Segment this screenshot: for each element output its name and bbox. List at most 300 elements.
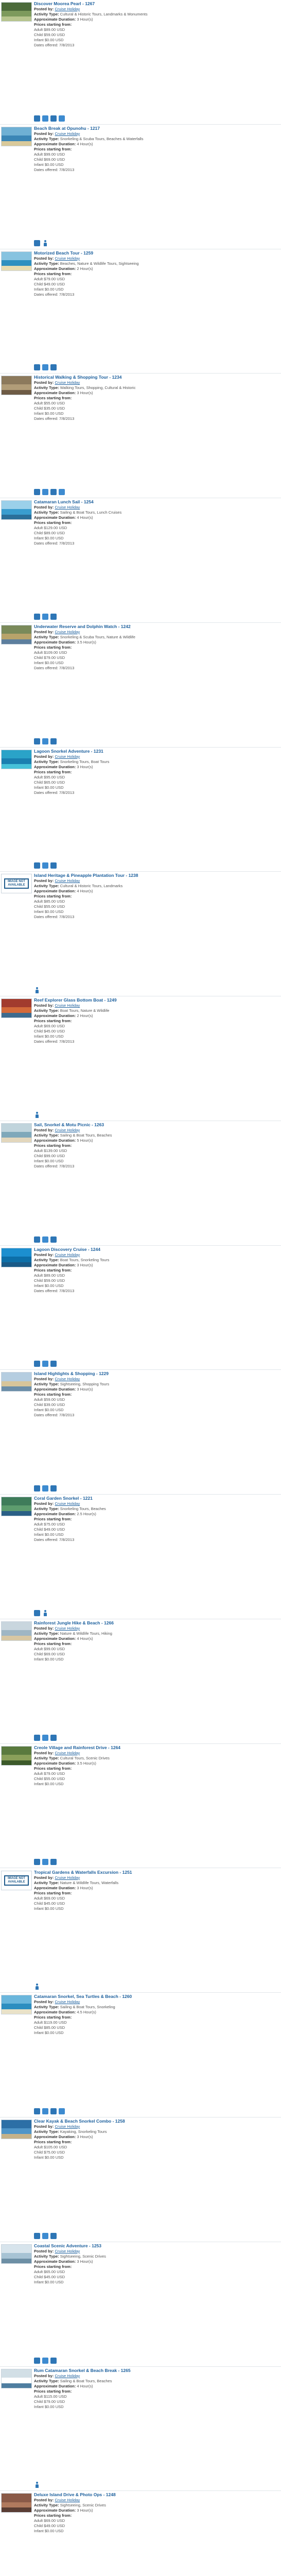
activity-feature-icon <box>50 2358 57 2364</box>
posted-by <box>34 754 276 759</box>
thumbnail-photo-band <box>2 639 31 644</box>
tour-info <box>34 1122 276 1169</box>
activity-type-value: Nature & Wildlife Tours, Hiking <box>60 1631 112 1636</box>
tour-thumbnail[interactable] <box>1 1123 32 1143</box>
tour-title-link[interactable]: Coastal Scenic Adventure - 1253 <box>34 2243 102 2248</box>
activity-type-value: Boat Tours, Snorkeling Tours <box>60 1257 110 1262</box>
approximate-duration-value: 4 Hour(s) <box>77 889 93 894</box>
tour-info <box>34 1496 276 1543</box>
thumbnail-photo-band <box>2 1257 31 1262</box>
dates-offered <box>34 167 276 173</box>
tour-thumbnail[interactable] <box>1 1871 32 1890</box>
posted-by-value[interactable]: Cruise Holiday <box>55 629 80 634</box>
thumbnail-photo-band <box>2 1138 31 1142</box>
approximate-duration <box>34 1512 276 1517</box>
price-child <box>34 2275 276 2280</box>
thumbnail-photo-band <box>2 1760 31 1765</box>
activity-feature-icon <box>50 2108 57 2114</box>
thumbnail-photo-band <box>2 1132 31 1138</box>
activity-type <box>34 261 276 266</box>
activity-type-label: Activity Type: <box>34 1880 59 1885</box>
price-adult <box>34 775 276 780</box>
activity-type <box>34 2254 276 2259</box>
price-child <box>34 157 276 162</box>
tour-title-link[interactable]: Reef Explorer Glass Bottom Boat - 1249 <box>34 997 117 1003</box>
approximate-duration-value: 4 Hour(s) <box>77 515 93 520</box>
thumbnail-photo-band <box>2 141 31 146</box>
dates-offered <box>34 1289 276 1294</box>
tour-title-link[interactable]: Rum Catamaran Snorkel & Beach Break - 1265 <box>34 2367 131 2373</box>
posted-by-label: Posted by: <box>34 2498 54 2503</box>
thumbnail-photo-band <box>2 2507 31 2512</box>
tour-thumbnail[interactable] <box>1 251 32 271</box>
prices-heading-label: Prices starting from: <box>34 1019 72 1024</box>
dates-offered-value: Dates offered: 7/8/2013 <box>34 416 75 421</box>
price-infant <box>34 1782 276 1787</box>
tour-title-link[interactable]: Island Heritage & Pineapple Plantation Tour - 1238 <box>34 873 138 878</box>
activity-feature-icon <box>42 1485 48 1492</box>
approximate-duration <box>34 391 276 396</box>
activity-feature-icon <box>34 2358 40 2364</box>
activity-type-value: Sightseeing, Scenic Drives <box>60 2503 106 2508</box>
tour-feature-icons <box>34 862 59 870</box>
thumbnail-photo-band <box>2 3 31 11</box>
tour-title-link[interactable]: Beach Break at Opunohu - 1217 <box>34 125 100 131</box>
activity-feature-icon <box>34 1859 40 1865</box>
approximate-duration-label: Approximate Duration: <box>34 1885 76 1890</box>
tour-title-link[interactable]: Tropical Gardens & Waterfalls Excursion - 1251 <box>34 1869 132 1875</box>
price-adult-value: Adult $119.00 USD <box>34 2020 67 2025</box>
thumbnail-photo-band <box>2 260 31 266</box>
dates-offered <box>34 43 276 48</box>
tour-thumbnail[interactable] <box>1 874 32 893</box>
approximate-duration-label: Approximate Duration: <box>34 1262 76 1267</box>
tour-thumbnail[interactable] <box>1 625 32 645</box>
prices-heading <box>34 2264 276 2269</box>
posted-by-value[interactable]: Cruise Holiday <box>55 2373 80 2378</box>
tour-thumbnail[interactable] <box>1 1497 32 1516</box>
tour-title-link[interactable]: Motorized Beach Tour - 1259 <box>34 250 94 256</box>
posted-by <box>34 1999 276 2005</box>
price-infant-value: Infant $0.00 USD <box>34 909 64 914</box>
activity-feature-icon <box>34 2233 40 2239</box>
activity-type-label: Activity Type: <box>34 136 59 141</box>
dates-offered-value: Dates offered: 7/8/2013 <box>34 665 75 670</box>
posted-by-value[interactable]: Cruise Holiday <box>55 2124 80 2129</box>
tour-feature-icons <box>34 1236 59 1244</box>
price-child-value: Child $65.00 USD <box>34 779 65 785</box>
tour-title-link[interactable]: Discover Moorea Pearl - 1267 <box>34 1 95 6</box>
tour-feature-icons <box>34 2482 42 2489</box>
prices-heading-label: Prices starting from: <box>34 22 72 27</box>
tour-info <box>34 499 276 546</box>
price-child <box>34 1776 276 1782</box>
posted-by-label: Posted by: <box>34 2248 54 2253</box>
approximate-duration <box>34 2259 276 2264</box>
tour-list-item <box>0 2491 281 2576</box>
price-child <box>34 1278 276 1283</box>
tour-list-item <box>0 2367 281 2492</box>
activity-type <box>34 1756 276 1761</box>
price-child-value: Child $99.00 USD <box>34 1153 65 1158</box>
thumbnail-photo-band <box>2 1381 31 1387</box>
tour-title-link[interactable]: Deluxe Island Drive & Photo Ops - 1248 <box>34 2492 116 2498</box>
posted-by-label: Posted by: <box>34 1377 54 1382</box>
prices-heading-label: Prices starting from: <box>34 1267 72 1273</box>
thumbnail-photo-band <box>2 384 31 390</box>
posted-by <box>34 1128 276 1133</box>
price-adult-value: Adult $55.00 USD <box>34 401 65 406</box>
posted-by <box>34 1377 276 1382</box>
tour-title-link[interactable]: Underwater Reserve and Dolphin Watch - 1242 <box>34 623 131 629</box>
posted-by-value[interactable]: Cruise Holiday <box>55 505 80 510</box>
activity-type <box>34 12 276 17</box>
thumbnail-photo-band <box>2 2378 31 2383</box>
posted-by-value[interactable]: Cruise Holiday <box>55 256 80 261</box>
tour-thumbnail[interactable] <box>1 2369 32 2388</box>
approximate-duration-value: 2.5 Hour(s) <box>77 1512 96 1517</box>
prices-heading <box>34 1392 276 1397</box>
posted-by <box>34 380 276 385</box>
posted-by-value[interactable]: Cruise Holiday <box>55 2498 80 2503</box>
approximate-duration-value: 3 Hour(s) <box>77 1387 93 1392</box>
posted-by-value[interactable]: Cruise Holiday <box>55 1999 80 2005</box>
activity-type-value: Cultural & Historic Tours, Landmarks <box>60 884 123 889</box>
posted-by-value[interactable]: Cruise Holiday <box>55 1625 80 1631</box>
activity-type <box>34 1506 276 1512</box>
approximate-duration-label: Approximate Duration: <box>34 515 76 520</box>
tour-title-link[interactable]: Lagoon Snorkel Adventure - 1231 <box>34 748 103 754</box>
price-child <box>34 655 276 660</box>
tour-thumbnail[interactable] <box>1 1995 32 2014</box>
activity-type-label: Activity Type: <box>34 1631 59 1636</box>
price-infant <box>34 1159 276 1164</box>
approximate-duration-value: 3 Hour(s) <box>77 764 93 769</box>
thumbnail-photo-band <box>2 1995 31 2004</box>
tour-info <box>34 126 276 173</box>
price-child <box>34 904 276 909</box>
activity-feature-icon <box>42 1236 48 1243</box>
tour-info <box>34 375 276 421</box>
approximate-duration <box>34 1013 276 1019</box>
tour-thumbnail[interactable] <box>1 2493 32 2513</box>
prices-heading-label: Prices starting from: <box>34 146 72 151</box>
price-child-value: Child $45.00 USD <box>34 2274 65 2279</box>
posted-by-value[interactable]: Cruise Holiday <box>55 1003 80 1008</box>
tour-info <box>34 250 276 297</box>
approximate-duration <box>34 640 276 645</box>
price-child <box>34 282 276 287</box>
price-child-value: Child $55.00 USD <box>34 904 65 909</box>
tour-thumbnail[interactable] <box>1 1621 32 1641</box>
posted-by <box>34 1501 276 1506</box>
dates-offered-value: Dates offered: 7/8/2013 <box>34 541 75 546</box>
tour-title-link[interactable]: Sail, Snorkel & Motu Picnic - 1263 <box>34 1122 104 1127</box>
posted-by-label: Posted by: <box>34 1750 54 1755</box>
prices-heading-label: Prices starting from: <box>34 1517 72 1522</box>
approximate-duration <box>34 142 276 147</box>
price-infant-value: Infant $0.00 USD <box>34 1034 64 1039</box>
approximate-duration-label: Approximate Duration: <box>34 2259 76 2264</box>
approximate-duration <box>34 2384 276 2389</box>
price-child <box>34 1154 276 1159</box>
tour-info <box>34 1994 276 2036</box>
thumbnail-photo-band <box>2 252 31 260</box>
prices-heading <box>34 1891 276 1896</box>
price-infant-value: Infant $0.00 USD <box>34 2529 64 2534</box>
price-child <box>34 531 276 536</box>
activity-feature-icon <box>34 862 40 869</box>
approximate-duration-label: Approximate Duration: <box>34 2508 76 2513</box>
price-infant-value: Infant $0.00 USD <box>34 2155 64 2160</box>
tour-thumbnail[interactable] <box>1 2 32 22</box>
posted-by-value[interactable]: Cruise Holiday <box>55 1875 80 1880</box>
tour-thumbnail[interactable] <box>1 1746 32 1766</box>
approximate-duration-value: 3 Hour(s) <box>77 391 93 396</box>
tour-list-item <box>0 249 281 374</box>
price-child-value: Child $69.00 USD <box>34 1651 65 1656</box>
thumbnail-photo-band <box>2 634 31 639</box>
thumbnail-photo-band <box>2 376 31 384</box>
tour-title-link[interactable]: Historical Walking & Shopping Tour - 1234 <box>34 375 122 380</box>
posted-by-value[interactable]: Cruise Holiday <box>55 1252 80 1257</box>
tour-title-link[interactable]: Rainforest Jungle Hike & Beach - 1266 <box>34 1620 114 1625</box>
approximate-duration-label: Approximate Duration: <box>34 1512 76 1517</box>
price-infant-value: Infant $0.00 USD <box>34 1158 64 1163</box>
dates-offered <box>34 541 276 546</box>
activity-type-value: Snorkeling & Scuba Tours, Beaches & Waterfalls <box>60 136 144 141</box>
posted-by-label: Posted by: <box>34 1625 54 1631</box>
prices-heading-label: Prices starting from: <box>34 2264 72 2269</box>
tour-thumbnail[interactable] <box>1 500 32 520</box>
dates-offered-value: Dates offered: 7/8/2013 <box>34 43 75 47</box>
tour-info <box>34 2119 276 2160</box>
tour-info <box>34 2492 276 2534</box>
posted-by-value[interactable]: Cruise Holiday <box>55 7 80 11</box>
price-child <box>34 32 276 38</box>
price-child <box>34 406 276 411</box>
price-infant <box>34 2155 276 2160</box>
approximate-duration-value: 2 Hour(s) <box>77 266 93 271</box>
prices-heading-label: Prices starting from: <box>34 1143 72 1148</box>
prices-heading-label: Prices starting from: <box>34 520 72 526</box>
activity-feature-icon <box>50 738 57 744</box>
tour-title-link[interactable]: Creole Village and Rainforest Drive - 1264 <box>34 1744 121 1750</box>
person-icon <box>42 240 48 246</box>
approximate-duration <box>34 889 276 894</box>
price-child-value: Child $35.00 USD <box>34 406 65 411</box>
posted-by-label: Posted by: <box>34 1252 54 1257</box>
price-adult <box>34 27 276 32</box>
activity-feature-icon <box>34 1236 40 1243</box>
posted-by-value[interactable]: Cruise Holiday <box>55 754 80 759</box>
posted-by-value[interactable]: Cruise Holiday <box>55 380 80 385</box>
tour-feature-icons <box>34 1859 59 1866</box>
price-infant <box>34 1283 276 1289</box>
price-child <box>34 2025 276 2030</box>
activity-type-label: Activity Type: <box>34 510 59 515</box>
posted-by <box>34 2249 276 2254</box>
thumbnail-photo-band <box>2 390 31 395</box>
thumbnail-photo-band <box>2 2134 31 2139</box>
tour-title-link[interactable]: Coral Garden Snorkel - 1221 <box>34 1496 93 1501</box>
approximate-duration-label: Approximate Duration: <box>34 266 76 271</box>
posted-by <box>34 1003 276 1008</box>
tour-title-link[interactable]: Clear Kayak & Beach Snorkel Combo - 1258 <box>34 2119 125 2124</box>
thumbnail-photo-band <box>2 2259 31 2263</box>
tour-feature-icons <box>34 1610 50 1617</box>
prices-heading-label: Prices starting from: <box>34 894 72 899</box>
prices-heading <box>34 147 276 152</box>
activity-feature-icon <box>42 2233 48 2239</box>
thumbnail-photo-band <box>2 1622 31 1630</box>
approximate-duration-label: Approximate Duration: <box>34 1387 76 1392</box>
tour-list-item <box>0 2117 281 2242</box>
approximate-duration-value: 5 Hour(s) <box>77 1138 93 1143</box>
tour-thumbnail[interactable] <box>1 998 32 1018</box>
approximate-duration-value: 3 Hour(s) <box>77 2508 93 2513</box>
activity-type <box>34 884 276 889</box>
price-adult-value: Adult $129.00 USD <box>34 526 67 531</box>
posted-by-label: Posted by: <box>34 1875 54 1880</box>
posted-by-label: Posted by: <box>34 754 54 759</box>
dates-offered <box>34 914 276 920</box>
approximate-duration <box>34 765 276 770</box>
thumbnail-photo-band <box>2 16 31 21</box>
tour-thumbnail[interactable] <box>1 750 32 769</box>
tour-thumbnail[interactable] <box>1 1248 32 1267</box>
posted-by-label: Posted by: <box>34 7 54 11</box>
tour-feature-icons <box>34 489 67 496</box>
price-adult-value: Adult $89.00 USD <box>34 27 65 32</box>
activity-type <box>34 1133 276 1138</box>
thumbnail-photo-band <box>2 1372 31 1381</box>
price-infant-value: Infant $0.00 USD <box>34 1906 64 1911</box>
price-adult-value: Adult $79.00 USD <box>34 276 65 281</box>
tour-info <box>34 1 276 48</box>
posted-by-value[interactable]: Cruise Holiday <box>55 1377 80 1382</box>
activity-type-label: Activity Type: <box>34 2378 59 2383</box>
price-adult <box>34 1397 276 1402</box>
price-adult <box>34 899 276 904</box>
tour-info <box>34 997 276 1044</box>
prices-heading-label: Prices starting from: <box>34 2513 72 2518</box>
price-child <box>34 1029 276 1034</box>
posted-by-value[interactable]: Cruise Holiday <box>55 1127 80 1132</box>
posted-by-value[interactable]: Cruise Holiday <box>55 2248 80 2253</box>
dates-offered <box>34 666 276 671</box>
tour-title-link[interactable]: Catamaran Lunch Sail - 1254 <box>34 499 94 505</box>
approximate-duration-value: 3.5 Hour(s) <box>77 639 96 645</box>
tour-thumbnail[interactable] <box>1 376 32 395</box>
posted-by <box>34 256 276 261</box>
person-icon <box>34 1984 40 1990</box>
activity-type-value: Nature & Wildlife Tours, Waterfalls <box>60 1880 119 1885</box>
activity-feature-icon <box>59 2108 65 2114</box>
price-adult <box>34 1647 276 1652</box>
approximate-duration-label: Approximate Duration: <box>34 1013 76 1019</box>
price-adult-value: Adult $69.00 USD <box>34 1024 65 1029</box>
posted-by <box>34 2124 276 2129</box>
activity-feature-icon <box>34 2108 40 2114</box>
price-child-value: Child $45.00 USD <box>34 1029 65 1034</box>
prices-heading <box>34 520 276 526</box>
approximate-duration-label: Approximate Duration: <box>34 391 76 396</box>
dates-offered <box>34 1537 276 1543</box>
activity-type <box>34 1258 276 1263</box>
prices-heading-label: Prices starting from: <box>34 396 72 401</box>
price-adult-value: Adult $109.00 USD <box>34 650 67 655</box>
activity-type <box>34 759 276 765</box>
activity-feature-icon <box>50 364 57 370</box>
thumbnail-photo-band <box>2 2120 31 2128</box>
posted-by-value[interactable]: Cruise Holiday <box>55 131 80 136</box>
activity-feature-icon <box>50 614 57 620</box>
posted-by-value[interactable]: Cruise Holiday <box>55 878 80 884</box>
activity-type-value: Sightseeing, Scenic Drives <box>60 2253 106 2259</box>
prices-heading-label: Prices starting from: <box>34 769 72 774</box>
tour-list-item <box>0 1495 281 1619</box>
tour-thumbnail[interactable] <box>1 127 32 146</box>
price-child-value: Child $49.00 USD <box>34 2523 65 2529</box>
price-infant <box>34 785 276 790</box>
price-child <box>34 2399 276 2404</box>
thumbnail-photo-band <box>2 1248 31 1257</box>
posted-by-value[interactable]: Cruise Holiday <box>55 1501 80 1506</box>
tour-title-link[interactable]: Catamaran Snorkel, Sea Turtles & Beach - 1260 <box>34 1994 132 1999</box>
person-icon <box>34 1112 40 1118</box>
price-adult-value: Adult $95.00 USD <box>34 774 65 779</box>
activity-type-label: Activity Type: <box>34 1257 59 1262</box>
approximate-duration-value: 4.5 Hour(s) <box>77 2010 96 2015</box>
price-adult <box>34 2394 276 2399</box>
activity-type-value: Snorkeling Tours, Boat Tours <box>60 759 110 764</box>
price-child-value: Child $59.00 USD <box>34 32 65 37</box>
tour-info <box>34 2368 276 2410</box>
approximate-duration <box>34 1387 276 1392</box>
approximate-duration <box>34 2134 276 2140</box>
tour-thumbnail[interactable] <box>1 2120 32 2139</box>
price-adult <box>34 1522 276 1527</box>
tour-title-link[interactable]: Lagoon Discovery Cruise - 1244 <box>34 1246 100 1252</box>
price-infant <box>34 1657 276 1662</box>
activity-feature-icon <box>42 2108 48 2114</box>
prices-heading-label: Prices starting from: <box>34 271 72 276</box>
tour-title-link[interactable]: Island Highlights & Shopping - 1229 <box>34 1371 109 1377</box>
activity-type <box>34 1382 276 1387</box>
tour-list-item <box>0 1370 281 1495</box>
posted-by-value[interactable]: Cruise Holiday <box>55 1750 80 1755</box>
tour-list-item <box>0 1246 281 1370</box>
activity-type-label: Activity Type: <box>34 1008 59 1013</box>
posted-by <box>34 630 276 635</box>
price-adult <box>34 1896 276 1901</box>
thumbnail-photo-band <box>2 1505 31 1511</box>
activity-type <box>34 1880 276 1886</box>
dates-offered <box>34 292 276 297</box>
approximate-duration-label: Approximate Duration: <box>34 639 76 645</box>
tour-thumbnail[interactable] <box>1 2244 32 2264</box>
activity-type-value: Sailing & Boat Tours, Beaches <box>60 2378 112 2383</box>
person-icon <box>42 1610 48 1616</box>
tour-thumbnail[interactable] <box>1 1372 32 1392</box>
activity-type-label: Activity Type: <box>34 2129 59 2134</box>
price-child <box>34 1901 276 1906</box>
posted-by <box>34 1875 276 1880</box>
person-icon <box>34 987 40 993</box>
price-infant-value: Infant $0.00 USD <box>34 286 64 292</box>
prices-heading <box>34 22 276 27</box>
